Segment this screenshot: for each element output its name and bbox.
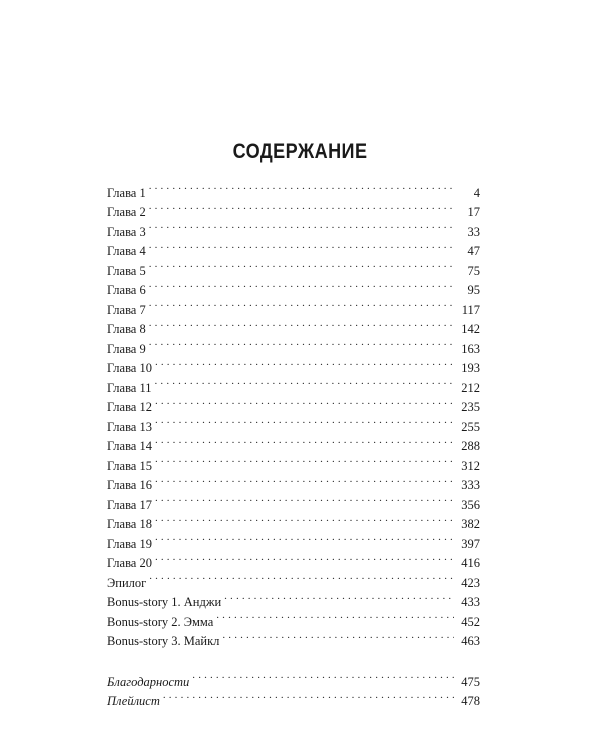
dot-leader — [149, 197, 454, 217]
toc-entry — [107, 509, 480, 529]
dot-leader — [155, 548, 454, 568]
toc-entry-label: Глава 1 — [107, 185, 146, 200]
dot-leader — [149, 177, 454, 197]
toc-entry — [107, 216, 480, 239]
toc-entry-page: 333 — [461, 478, 480, 492]
toc-entry-label: Глава 16 — [107, 478, 152, 492]
toc-entry-label: Глава 12 — [107, 400, 152, 414]
toc-entry-page: 255 — [461, 419, 480, 434]
toc-entry — [107, 470, 480, 490]
toc-entry-page: 17 — [467, 205, 480, 219]
toc-entry-playlist — [107, 686, 480, 706]
dot-leader — [155, 392, 454, 412]
toc-entry-page: 478 — [461, 694, 480, 708]
toc-entry — [107, 567, 480, 590]
toc-entry-page: 433 — [461, 595, 480, 609]
toc-entry — [107, 548, 480, 568]
toc-entry-page: 452 — [461, 614, 480, 629]
toc-entry-label: Плейлист — [107, 694, 160, 708]
toc-entry-label: Глава 7 — [107, 302, 146, 317]
page-title: СОДЕРЖАНИЕ — [232, 140, 368, 163]
toc-entry-page: 117 — [461, 302, 480, 317]
toc-entry-page: 475 — [461, 674, 480, 689]
dot-leader — [149, 275, 454, 295]
toc-entry — [107, 372, 480, 395]
toc-entry-page: 193 — [461, 361, 480, 375]
dot-leader — [155, 372, 454, 392]
toc-entry-label: Глава 15 — [107, 458, 152, 473]
dot-leader — [155, 509, 454, 529]
dot-leader — [155, 450, 454, 470]
toc-entry-label: Глава 17 — [107, 497, 152, 512]
toc-entry-label: Глава 3 — [107, 224, 146, 239]
dot-leader — [149, 255, 454, 275]
toc-entry — [107, 528, 480, 551]
toc-entry-page: 356 — [461, 497, 480, 512]
toc-entry-label: Глава 18 — [107, 517, 152, 531]
dot-leader — [155, 528, 454, 548]
toc-entry — [107, 275, 480, 295]
toc-entry-page: 382 — [461, 517, 480, 531]
toc-entry — [107, 450, 480, 473]
toc-entry — [107, 255, 480, 278]
toc-entry-page: 463 — [461, 634, 480, 648]
toc-entry — [107, 333, 480, 356]
toc-entry-label: Глава 5 — [107, 263, 146, 278]
dot-leader — [163, 686, 454, 706]
toc-entry — [107, 236, 480, 256]
toc-entry-acknowledgements — [107, 666, 480, 689]
toc-entry — [107, 587, 480, 607]
table-of-contents — [107, 177, 480, 708]
toc-entry-page: 163 — [461, 341, 480, 356]
toc-entry-page: 423 — [461, 575, 480, 590]
toc-entry — [107, 431, 480, 451]
toc-entry-label: Bonus-story 1. Анджи — [107, 595, 222, 609]
toc-entry-page: 397 — [461, 536, 480, 551]
toc-entry-label: Глава 19 — [107, 536, 152, 551]
toc-entry-label: Глава 9 — [107, 341, 146, 356]
toc-entry — [107, 177, 480, 200]
toc-entry-page: 235 — [461, 400, 480, 414]
toc-entry-page: 288 — [461, 439, 480, 453]
toc-entry-label: Глава 4 — [107, 244, 146, 258]
toc-entry-label: Глава 6 — [107, 283, 146, 297]
toc-entry-label: Глава 20 — [107, 556, 152, 570]
toc-entry-page: 312 — [461, 458, 480, 473]
toc-entry-label: Глава 11 — [107, 380, 152, 395]
dot-leader — [216, 606, 454, 626]
dot-leader — [149, 236, 454, 256]
toc-entry-label: Глава 8 — [107, 322, 146, 336]
toc-entry-label: Благодарности — [107, 674, 190, 689]
toc-entry-page: 47 — [467, 244, 480, 258]
toc-entry — [107, 353, 480, 373]
dot-leader — [192, 666, 454, 686]
toc-entry — [107, 489, 480, 512]
dot-leader — [155, 489, 454, 509]
toc-entry-page: 4 — [473, 185, 480, 200]
toc-entry-page: 33 — [467, 224, 480, 239]
toc-entry-label: Bonus-story 2. Эмма — [107, 614, 214, 629]
dot-leader — [155, 470, 454, 490]
toc-entry — [107, 314, 480, 334]
dot-leader — [155, 353, 454, 373]
toc-entry-label: Bonus-story 3. Майкл — [107, 634, 220, 648]
dot-leader — [149, 314, 454, 334]
dot-leader — [149, 216, 454, 236]
dot-leader — [155, 411, 454, 431]
toc-entry-label: Глава 13 — [107, 419, 152, 434]
toc-entry — [107, 392, 480, 412]
dot-leader — [224, 587, 454, 607]
toc-entry-label: Эпилог — [107, 575, 147, 590]
dot-leader — [149, 294, 454, 314]
dot-leader — [222, 626, 454, 646]
toc-entry — [107, 294, 480, 317]
dot-leader — [149, 567, 454, 587]
toc-entry-label: Глава 14 — [107, 439, 152, 453]
toc-entry-page: 142 — [461, 322, 480, 336]
dot-leader — [155, 431, 454, 451]
toc-entry-page: 416 — [461, 556, 480, 570]
toc-entry — [107, 411, 480, 434]
toc-entry-page: 75 — [467, 263, 480, 278]
toc-entry-label: Глава 10 — [107, 361, 152, 375]
toc-entry-page: 212 — [461, 380, 480, 395]
toc-entry-page: 95 — [467, 283, 480, 297]
toc-entry-label: Глава 2 — [107, 205, 146, 219]
dot-leader — [149, 333, 454, 353]
toc-entry — [107, 197, 480, 217]
